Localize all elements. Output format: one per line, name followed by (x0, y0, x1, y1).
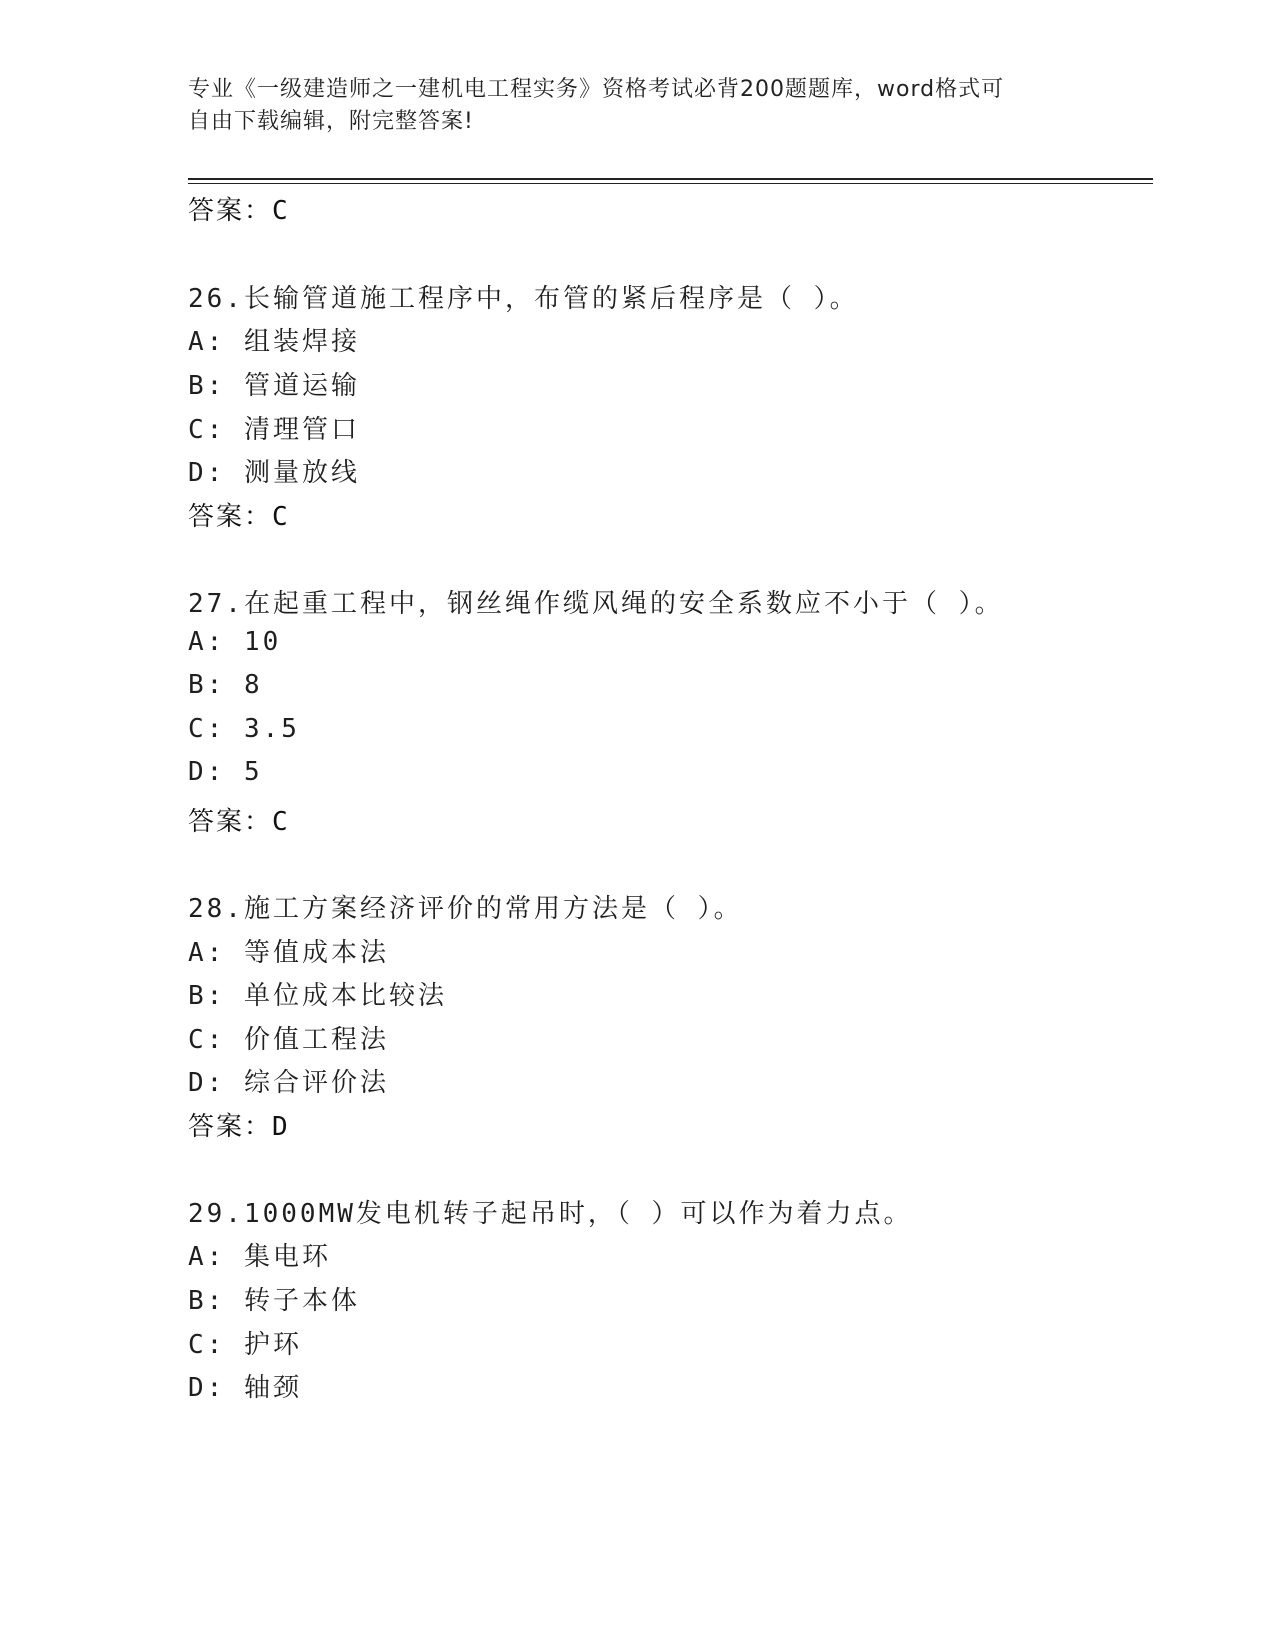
answer-value: C (272, 807, 290, 837)
option-d: D: 综合评价法 (188, 1068, 389, 1098)
answer-line (188, 496, 290, 533)
option-b: B: 单位成本比较法 (188, 981, 447, 1011)
answer-value: C (272, 502, 290, 532)
option-b: B: 8 (188, 670, 263, 700)
option-a: A: 组装焊接 (188, 327, 360, 357)
answer-value: C (272, 196, 290, 226)
question-text: 27.在起重工程中，钢丝绳作缆风绳的安全系数应不小于（ ）。 (188, 589, 1004, 619)
answer-label: 答案： (188, 1112, 273, 1142)
option-c: C: 价值工程法 (188, 1025, 389, 1055)
answer-value: D (272, 1112, 290, 1142)
answer-label: 答案： (188, 502, 273, 532)
option-c: C: 3.5 (188, 714, 300, 744)
header-divider-thick (188, 178, 1153, 180)
answer-line (188, 190, 290, 227)
option-c: C: 清理管口 (188, 415, 360, 445)
option-c: C: 护环 (188, 1330, 302, 1360)
option-b: B: 转子本体 (188, 1286, 360, 1316)
answer-label: 答案： (188, 196, 273, 226)
option-d: D: 轴颈 (188, 1373, 302, 1403)
option-d: D: 5 (188, 757, 263, 787)
answer-line (188, 801, 290, 838)
header-divider-thin (188, 183, 1153, 184)
option-a: A: 10 (188, 627, 282, 657)
question-text: 29.1000MW发电机转子起吊时，（ ）可以作为着力点。 (188, 1199, 913, 1229)
question-text: 28.施工方案经济评价的常用方法是（ ）。 (188, 894, 743, 924)
document-header (188, 74, 1088, 138)
answer-line (188, 1106, 290, 1143)
question-text: 26.长输管道施工程序中，布管的紧后程序是（ ）。 (188, 284, 859, 314)
option-d: D: 测量放线 (188, 458, 360, 488)
option-a: A: 集电环 (188, 1242, 331, 1272)
option-a: A: 等值成本法 (188, 938, 389, 968)
option-b: B: 管道运输 (188, 371, 360, 401)
header-line-1: 专业《一级建造师之一建机电工程实务》资格考试必背200题题库，word格式可 (188, 77, 1005, 102)
header-line-2: 自由下载编辑，附完整答案! (188, 109, 474, 134)
answer-label: 答案： (188, 807, 273, 837)
